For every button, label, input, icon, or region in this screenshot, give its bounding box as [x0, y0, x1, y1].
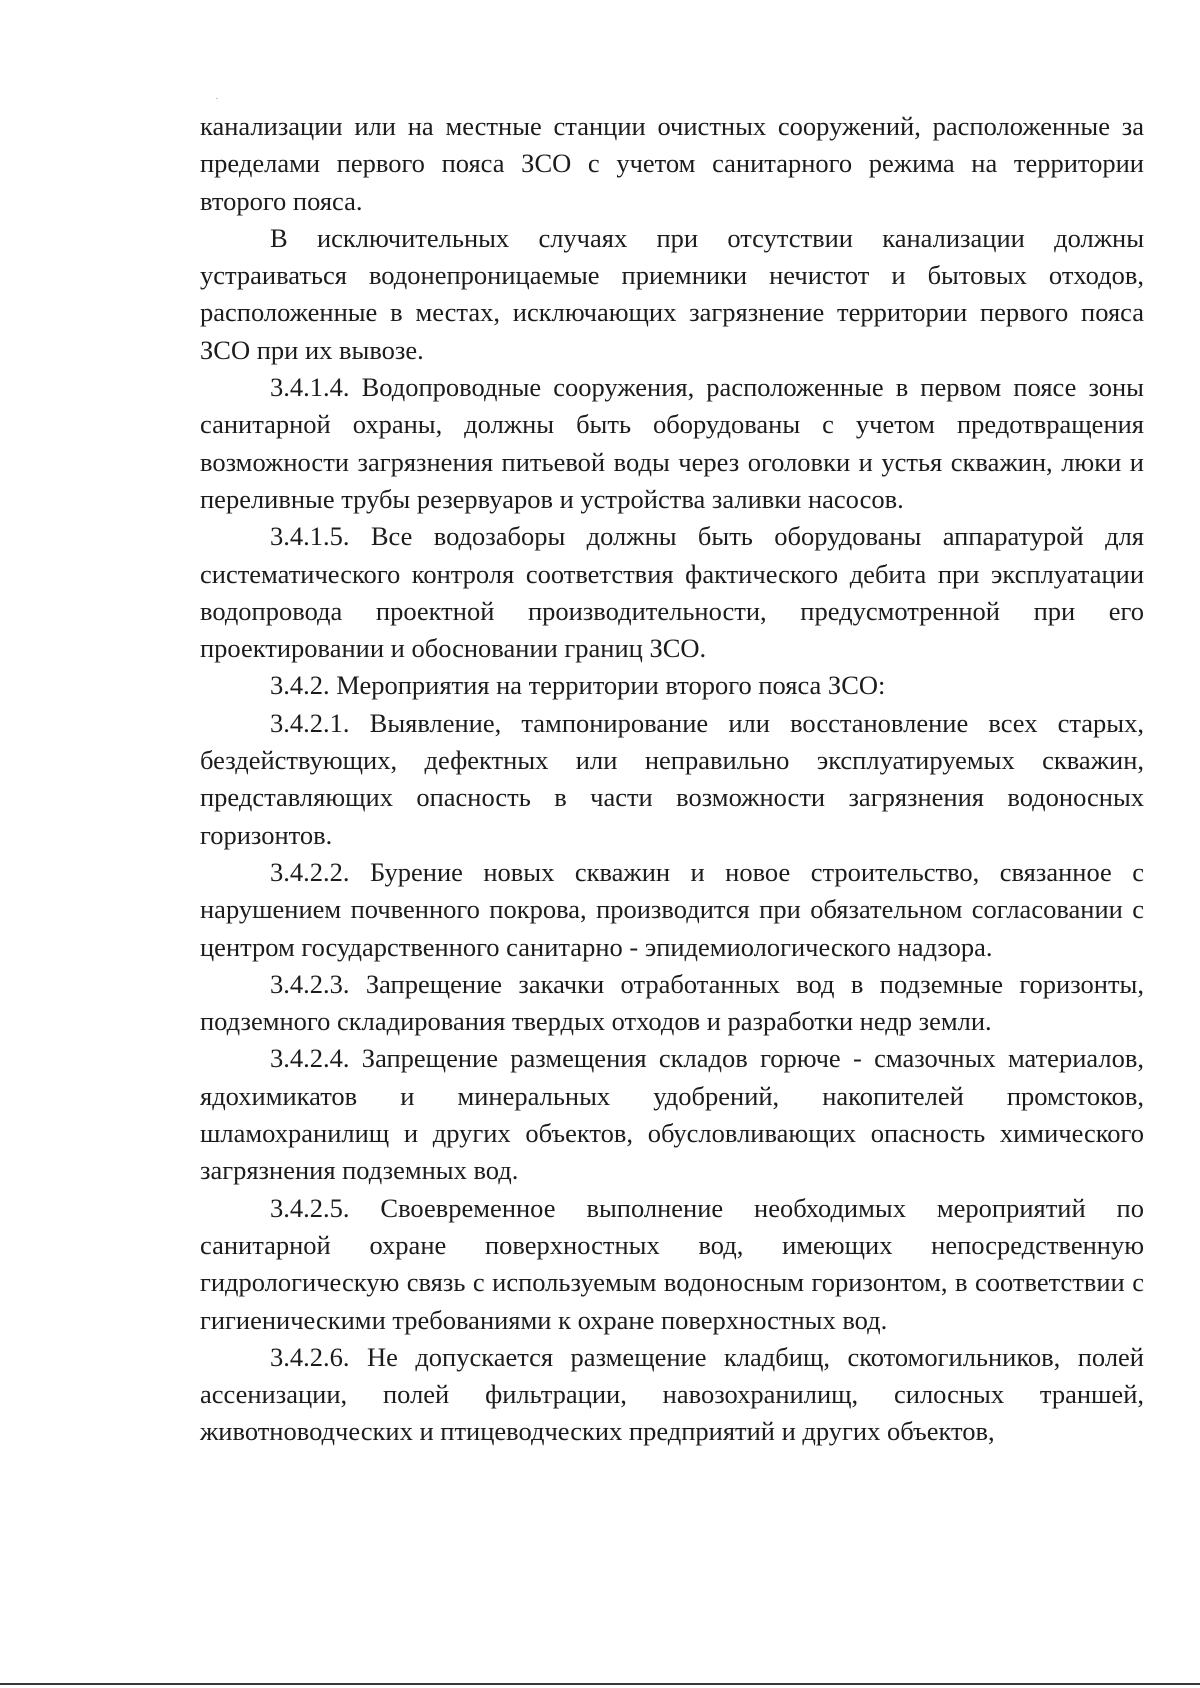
paragraph-3-4-2-heading: 3.4.2. Мероприятия на территории второго пояса ЗСО: [270, 670, 886, 701]
page-bottom-edge [0, 1683, 1200, 1685]
paragraph-3-4-1-4: 3.4.1.4. Водопроводные сооружения, расположенные в первом поясе зоны санитарной охраны, должны быть оборудованы с учетом предотвращения возможности загрязнения питьевой воды через оголовки и устья скважин, люки и переливные трубы резервуаров и устройства заливки насосов. [200, 372, 1144, 514]
paragraph-3-4-2-4: 3.4.2.4. Запрещение размещения складов горюче - смазочных материалов, ядохимикатов и минеральных удобрений, накопителей промстоков, шламохранилищ и других объектов, обусловливающих опасность химического загрязнения подземных вод. [200, 1043, 1144, 1186]
paragraph-3-4-2-2: 3.4.2.2. Бурение новых скважин и новое строительство, связанное с нарушением почвенного покрова, производится при обязательном согласовании с центром государственного санитарно - эпидемиологического надзора. [200, 856, 1144, 962]
paragraph-continuation: канализации или на местные станции очистных сооружений, расположенные за пределами первого пояса ЗСО с учетом санитарного режима на территории второго пояса. [200, 111, 1144, 216]
paragraph-3-4-2-6: 3.4.2.6. Не допускается размещение кладбищ, скотомогильников, полей ассенизации, полей фильтрации, навозохранилищ, силосных траншей, животноводческих и птицеводческих предприятий и других объектов, [200, 1341, 1144, 1447]
scan-speck [216, 98, 218, 99]
paragraph-exceptional-cases: В исключительных случаях при отсутствии канализации должны устраиваться водонепроницаемые приемники нечистот и бытовых отходов, расположенные в местах, исключающих загрязнение территории первого пояса ЗСО при их вывозе. [200, 222, 1144, 365]
paragraph-3-4-2-5: 3.4.2.5. Своевременное выполнение необходимых мероприятий по санитарной охране поверхностных вод, имеющих непосредственную гидрологическую связь с используемым водоносным горизонтом, в соответствии с гигиеническими требованиями к охране поверхностных вод. [200, 1192, 1144, 1335]
paragraph-3-4-1-5: 3.4.1.5. Все водозаборы должны быть оборудованы аппаратурой для систематического контроля соответствия фактического дебита при эксплуатации водопровода проектной производительности, предусмотренной при его проектировании и обосновании границ ЗСО. [200, 521, 1144, 664]
document-body [200, 108, 1144, 1451]
paragraph-3-4-2-1: 3.4.2.1. Выявление, тампонирование или восстановление всех старых, бездействующих, дефектных или неправильно эксплуатируемых скважин, представляющих опасность в части возможности загрязнения водоносных горизонтов. [200, 707, 1144, 850]
paragraph-3-4-2-3: 3.4.2.3. Запрещение закачки отработанных вод в подземные горизонты, подземного складирования твердых отходов и разработки недр земли. [200, 968, 1144, 1037]
